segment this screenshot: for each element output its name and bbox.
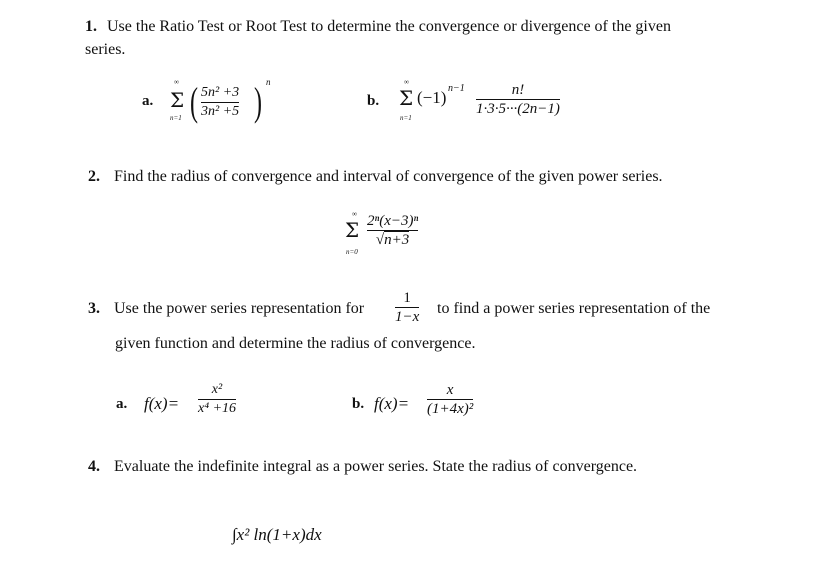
q3b-denominator: (1+4x)²	[427, 401, 474, 417]
q3a-label: a.	[116, 396, 128, 412]
q1-line1	[85, 17, 671, 37]
q2-denominator-wrap	[376, 231, 409, 249]
q3b-label: b.	[352, 396, 365, 412]
q1a-fraction	[201, 84, 239, 121]
q1a-left-paren: (	[190, 79, 198, 124]
q2-sigma: Σ	[345, 218, 360, 242]
q1b-sum-lower: n=1	[400, 114, 412, 122]
q1-line2: series.	[85, 41, 126, 58]
q3-text-before: Use the power series representation for	[114, 300, 365, 317]
q1b-sum-upper: ∞	[404, 78, 409, 86]
q2-number: 2.	[88, 168, 100, 185]
q2-expression	[345, 206, 465, 266]
q4-number: 4.	[88, 458, 100, 475]
q4-line	[88, 457, 637, 477]
q1a-exponent: n	[266, 77, 271, 87]
q1a-numerator: 5n² +3	[201, 85, 240, 100]
q1-number: 1.	[85, 18, 97, 35]
q1b-label: b.	[367, 93, 380, 109]
q1b-numerator: n!	[511, 82, 525, 98]
q1a-sigma: Σ	[170, 88, 185, 112]
q2-sqrt-sign: √	[375, 232, 385, 248]
q1b-sign-exponent: n−1	[448, 83, 465, 94]
q1b-expression	[392, 72, 602, 128]
q2-fraction	[367, 212, 418, 249]
q3a-fraction	[198, 381, 236, 418]
q2-text: Find the radius of convergence and interval of convergence of the given power series.	[114, 168, 663, 185]
q1a-sum-upper: ∞	[174, 78, 179, 86]
q1a-sum-lower: n=1	[170, 114, 182, 122]
q3b-lhs: f(x)=	[374, 394, 410, 413]
q3-frac-denominator: 1−x	[395, 309, 420, 325]
q2-denominator: n+3	[384, 232, 410, 248]
q1b-sign-term: (−1)	[417, 88, 447, 107]
q3a-lhs: f(x)=	[144, 394, 180, 413]
q1a-expression	[162, 72, 282, 128]
q1a-right-paren: )	[254, 79, 262, 124]
q3-series-fraction	[395, 289, 419, 326]
q3-line1-start	[88, 299, 364, 319]
q3-frac-numerator: 1	[403, 290, 411, 306]
q1a-denominator: 3n² +5	[201, 104, 240, 119]
q3-number: 3.	[88, 300, 100, 317]
q4-text: Evaluate the indefinite integral as a power series. State the radius of convergence.	[114, 458, 638, 475]
q3a-denominator: x⁴ +16	[198, 401, 237, 416]
q1-text: Use the Ratio Test or Root Test to determine the convergence or divergence of the given	[107, 18, 671, 35]
q3-line2: given function and determine the radius of convergence.	[115, 335, 476, 352]
q4-integral: ∫x² ln(1+x)dx	[232, 525, 322, 544]
q1b-denominator: 1·3·5···(2n−1)	[476, 101, 560, 117]
q3b-fraction	[427, 381, 473, 418]
q2-numerator: 2ⁿ(x−3)ⁿ	[367, 213, 419, 229]
q1a-label: a.	[142, 93, 154, 109]
q2-sum-lower: n=0	[346, 248, 358, 256]
q1b-sigma: Σ	[399, 86, 414, 110]
q2-line	[88, 167, 663, 187]
q3b-numerator: x	[446, 382, 454, 398]
q3-text-after: to find a power series representation of the	[437, 300, 711, 317]
q3a-numerator: x²	[211, 382, 223, 397]
q1b-fraction	[476, 81, 560, 118]
q2-sum-upper: ∞	[352, 210, 357, 218]
